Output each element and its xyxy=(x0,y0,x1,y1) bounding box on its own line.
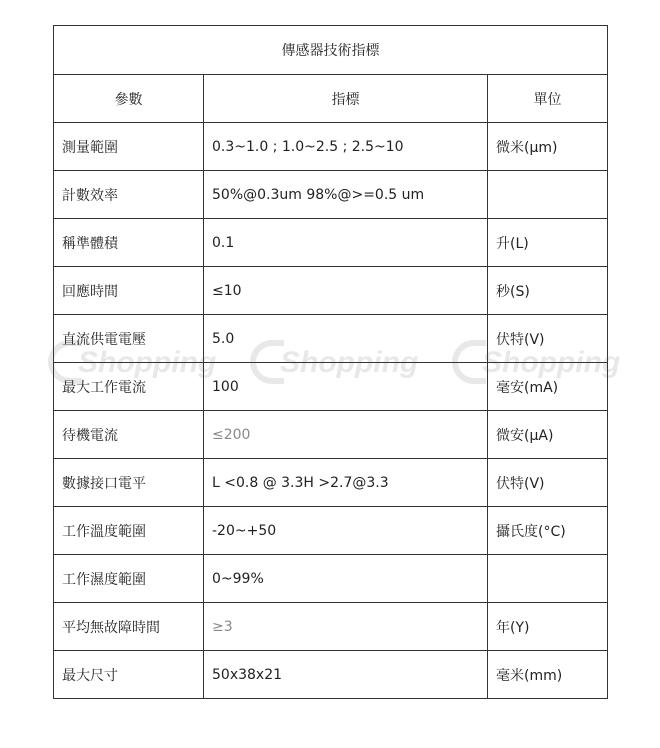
param-cell: 直流供電電壓 xyxy=(54,315,204,363)
table-title: 傳感器技術指標 xyxy=(54,26,608,75)
header-unit: 單位 xyxy=(488,75,608,123)
table-row xyxy=(54,411,608,459)
unit-cell: 升(L) xyxy=(488,219,608,267)
header-value: 指標 xyxy=(204,75,488,123)
unit-cell xyxy=(488,171,608,219)
watermark-brand: Shopping xyxy=(482,346,621,379)
table-row xyxy=(54,603,608,651)
table-row xyxy=(54,267,608,315)
watermark-brand: Shopping xyxy=(78,346,217,379)
table-row xyxy=(54,507,608,555)
param-cell: 最大工作電流 xyxy=(54,363,204,411)
param-cell: 計數效率 xyxy=(54,171,204,219)
header-param: 參數 xyxy=(54,75,204,123)
table-header-row xyxy=(54,75,608,123)
unit-cell: 伏特(V) xyxy=(488,315,608,363)
table-row xyxy=(54,459,608,507)
spec-table xyxy=(53,25,608,699)
param-cell: 稱準體積 xyxy=(54,219,204,267)
unit-cell: 攝氏度(°C) xyxy=(488,507,608,555)
table-title-row xyxy=(54,26,608,75)
unit-cell: 微安(μA) xyxy=(488,411,608,459)
param-cell: 測量範圍 xyxy=(54,123,204,171)
unit-cell: 毫米(mm) xyxy=(488,651,608,699)
table-row xyxy=(54,555,608,603)
table-row xyxy=(54,123,608,171)
param-cell: 待機電流 xyxy=(54,411,204,459)
param-cell: 數據接口電平 xyxy=(54,459,204,507)
value-cell: 5.0 xyxy=(204,315,488,363)
value-cell: L <0.8 @ 3.3H >2.7@3.3 xyxy=(204,459,488,507)
value-cell: -20~+50 xyxy=(204,507,488,555)
unit-cell: 微米(μm) xyxy=(488,123,608,171)
value-cell: 100 xyxy=(204,363,488,411)
param-cell: 工作濕度範圍 xyxy=(54,555,204,603)
unit-cell: 伏特(V) xyxy=(488,459,608,507)
table-row xyxy=(54,651,608,699)
value-cell: 0~99% xyxy=(204,555,488,603)
table-row xyxy=(54,315,608,363)
value-cell: 50%@0.3um 98%@>=0.5 um xyxy=(204,171,488,219)
param-cell: 回應時間 xyxy=(54,267,204,315)
param-cell: 平均無故障時間 xyxy=(54,603,204,651)
param-cell: 最大尺寸 xyxy=(54,651,204,699)
value-cell: 0.1 xyxy=(204,219,488,267)
value-cell: ≤10 xyxy=(204,267,488,315)
value-cell: ≥3 xyxy=(204,603,488,651)
value-cell: 0.3~1.0 ; 1.0~2.5 ; 2.5~10 xyxy=(204,123,488,171)
param-cell: 工作溫度範圍 xyxy=(54,507,204,555)
unit-cell: 年(Y) xyxy=(488,603,608,651)
unit-cell: 毫安(mA) xyxy=(488,363,608,411)
unit-cell: 秒(S) xyxy=(488,267,608,315)
value-cell: ≤200 xyxy=(204,411,488,459)
unit-cell xyxy=(488,555,608,603)
table-row xyxy=(54,363,608,411)
table-row xyxy=(54,171,608,219)
watermark-brand: Shopping xyxy=(280,346,419,379)
table-row xyxy=(54,219,608,267)
value-cell: 50x38x21 xyxy=(204,651,488,699)
